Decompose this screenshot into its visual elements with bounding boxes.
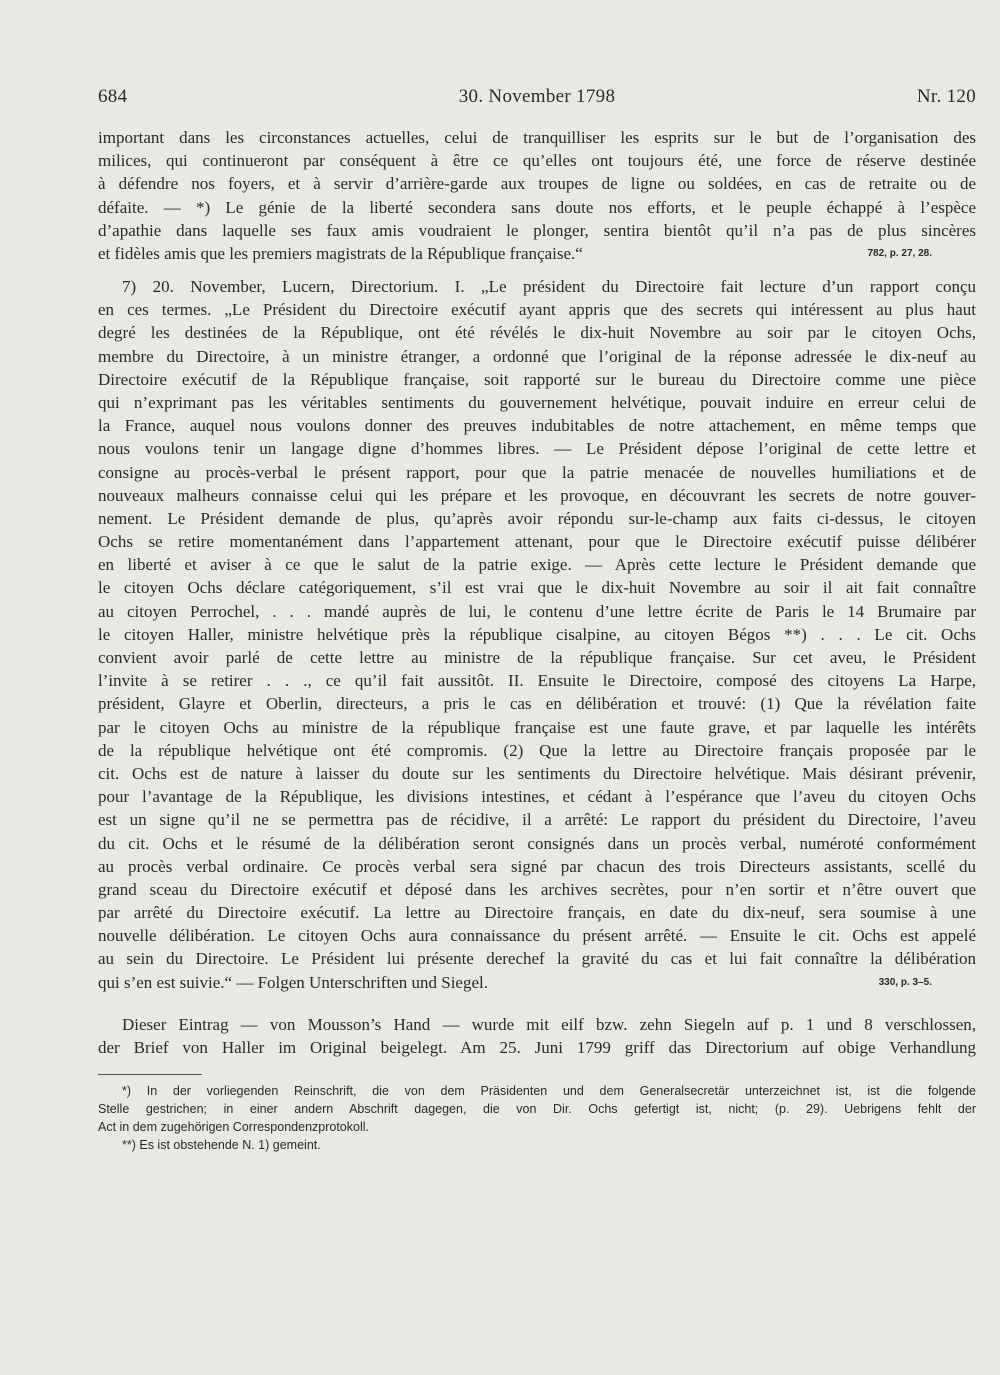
text-line: nouveaux malheurs connaisse celui qui les prépare et les provoque, en découvrant les secrets de notre gouver- [98,485,976,505]
text-line: Directoire exécutif de la République française, soit rapporté sur le bureau du Directoire comme une pièce [98,369,976,389]
text-line: nouvelle délibération. Le citoyen Ochs aura connaissance du présent arrêté. — Ensuite le cit. Ochs est appelé [98,926,976,946]
paragraph-continuation [98,126,976,265]
text-line: milices, qui continueront par conséquent à être ce qu’elles ont toujours été, une force de réserve destinée [98,151,976,171]
text-line: président, Glayre et Oberlin, directeurs, a pris le cas en délibération et trouvé: (1) Que la révélation faite [98,694,976,714]
text-line: d’apathie dans laquelle ses faux amis voudraient le plonger, sentira bientôt qu’il n’a pas de plus sincères [98,220,976,240]
text-line-with-ref [98,971,976,994]
text-line: le citoyen Haller, ministre helvétique près la république cisalpine, au citoyen Bégos **) . . . Le cit. Ochs [98,624,976,644]
text-line: membre du Directoire, à un ministre étranger, a ordonné que l’original de la réponse adressée le dix-neuf au [98,346,976,366]
text-line: grand sceau du Directoire exécutif et déposé dans les archives secrètes, pour n’en sortir et n’être ouvert que [98,879,976,899]
text-line: au procès verbal ordinaire. Ce procès verbal sera signé par chacun des trois Directeurs assistants, scellé du [98,856,976,876]
text-line: qui n’exprimant pas les véritables sentiments du gouvernement helvétique, pouvait induire en erreur celui de [98,392,976,412]
paragraph-entry-7 [98,275,976,994]
text-line-with-ref [98,242,976,265]
text-line: pour l’avantage de la République, les divisions intestines, et cédant à l’espérance que l’aveu du citoyen Ochs [98,787,976,807]
archive-reference: 782, p. 27, 28. [867,247,932,259]
footnote-line: **) Es ist obstehende N. 1) gemeint. [122,1138,321,1152]
text-line: de la république helvétique ont été compromis. (2) Que la lettre au Directoire français proposée par le [98,740,976,760]
footnote-divider [98,1074,202,1075]
text-line: par le citoyen Ochs au ministre de la république française est une faute grave, et par laquelle les intérêts [98,717,976,737]
header-date: 30. November 1798 [458,86,616,107]
text-line: et fidèles amis que les premiers magistrats de la République française.“ [98,243,583,263]
text-line: par arrêté du Directoire exécutif. La lettre au Directoire français, en date du dix-neuf, sera soumise à une [98,903,976,923]
text-line: du cit. Ochs et le résumé de la délibération seront consignés dans un procès verbal, numéroté conformément [98,833,976,853]
page-number: 684 [98,86,128,107]
text-line: le citoyen Ochs déclare catégoriquement, s’il est vrai que le dix-huit Novembre au soir il ait fait connaître [98,578,976,598]
text-line: à défendre nos foyers, et à servir d’arrière-garde aux troupes de ligne ou soldées, en cas de retraite ou de [98,174,976,194]
paragraph-commentary [98,1013,976,1059]
footnote-line: Stelle gestrichen; in einer andern Abschrift dagegen, die von Dir. Ochs gefertigt ist, nicht; (p. 29). Uebrigens fehlt der [98,1102,976,1116]
footnotes [98,1082,976,1154]
text-line: défaite. — *) Le génie de la liberté secondera sans doute nos efforts, et le peuple échappé à l’espèce [98,197,976,217]
text-line: important dans les circonstances actuelles, celui de tranquilliser les esprits sur le but de l’organisation des [98,128,976,147]
footnote-line: *) In der vorliegenden Reinschrift, die von dem Präsidenten und dem Generalsecretär unterzeichnet ist, ist die folgende [122,1084,976,1098]
text-line: 7) 20. November, Lucern, Directorium. I. „Le président du Directoire fait lecture d’un rapport conçu [122,277,976,296]
text-line: en ces termes. „Le Président du Directoire exécutif ayant appris que des secrets qui intéressent au plus haut [98,300,976,320]
text-line: la France, auquel nous voulons donner des preuves indubitables de notre attachement, en même temps que [98,416,976,436]
page-header [98,86,976,112]
text-line: au sein du Directoire. Le Président lui présente derechef la gravité du cas et lui fait connaître la délibération [98,949,976,969]
archive-reference: 330, p. 3–5. [878,976,932,988]
text-line: qui s’en est suivie.“ — Folgen Unterschriften und Siegel. [98,972,488,992]
text-line: nous voulons tenir un langage digne d’hommes libres. — Le Président dépose l’original de cette lettre et [98,439,976,459]
text-line: convient avoir parlé de cette lettre au ministre de la république française. Sur cet aveu, le Président [98,648,976,667]
text-line: nement. Le Président demande de plus, qu’après avoir répondu sur-le-champ aux faits ci-dessus, le citoyen [98,508,976,528]
footnote-line: Act in dem zugehörigen Correspondenzprotokoll. [98,1120,369,1134]
text-line: l’invite à se retirer . . ., ce qu’il fait aussitôt. II. Ensuite le Directoire, composé des citoyens La Harpe, [98,671,976,691]
document-number: Nr. 120 [916,86,976,107]
text-line: Ochs se retire momentanément dans l’appartement attenant, pour que le Directoire exécutif puisse délibérer [98,532,976,552]
text-line: en liberté et aviser à ce que le salut de la patrie exige. — Après cette lecture le Président demande que [98,555,976,575]
text-line: consigne au procès-verbal le présent rapport, pour que la patrie menacée de nouvelles humiliations et de [98,462,976,482]
text-line: der Brief von Haller im Original beigelegt. Am 25. Juni 1799 griff das Directorium auf obige Verhandlung [98,1038,976,1058]
text-line: cit. Ochs est de nature à laisser du doute sur les sentiments du Directoire helvétique. Mais désirant prévenir, [98,763,976,783]
text-line: Dieser Eintrag — von Mousson’s Hand — wurde mit eilf bzw. zehn Siegeln auf p. 1 und 8 verschlossen, [122,1015,976,1034]
text-line: au citoyen Perrochel, . . . mandé auprès de lui, le contenu d’une lettre écrite de Paris le 14 Brumaire par [98,601,976,621]
text-line: est un signe qu’il ne se permettra pas de récidive, il a arrêté: Le rapport du président du Directoire, l’aveu [98,810,976,830]
text-line: degré les destinées de la République, ont été révélés le dix-huit Novembre au soir par le citoyen Ochs, [98,323,976,343]
